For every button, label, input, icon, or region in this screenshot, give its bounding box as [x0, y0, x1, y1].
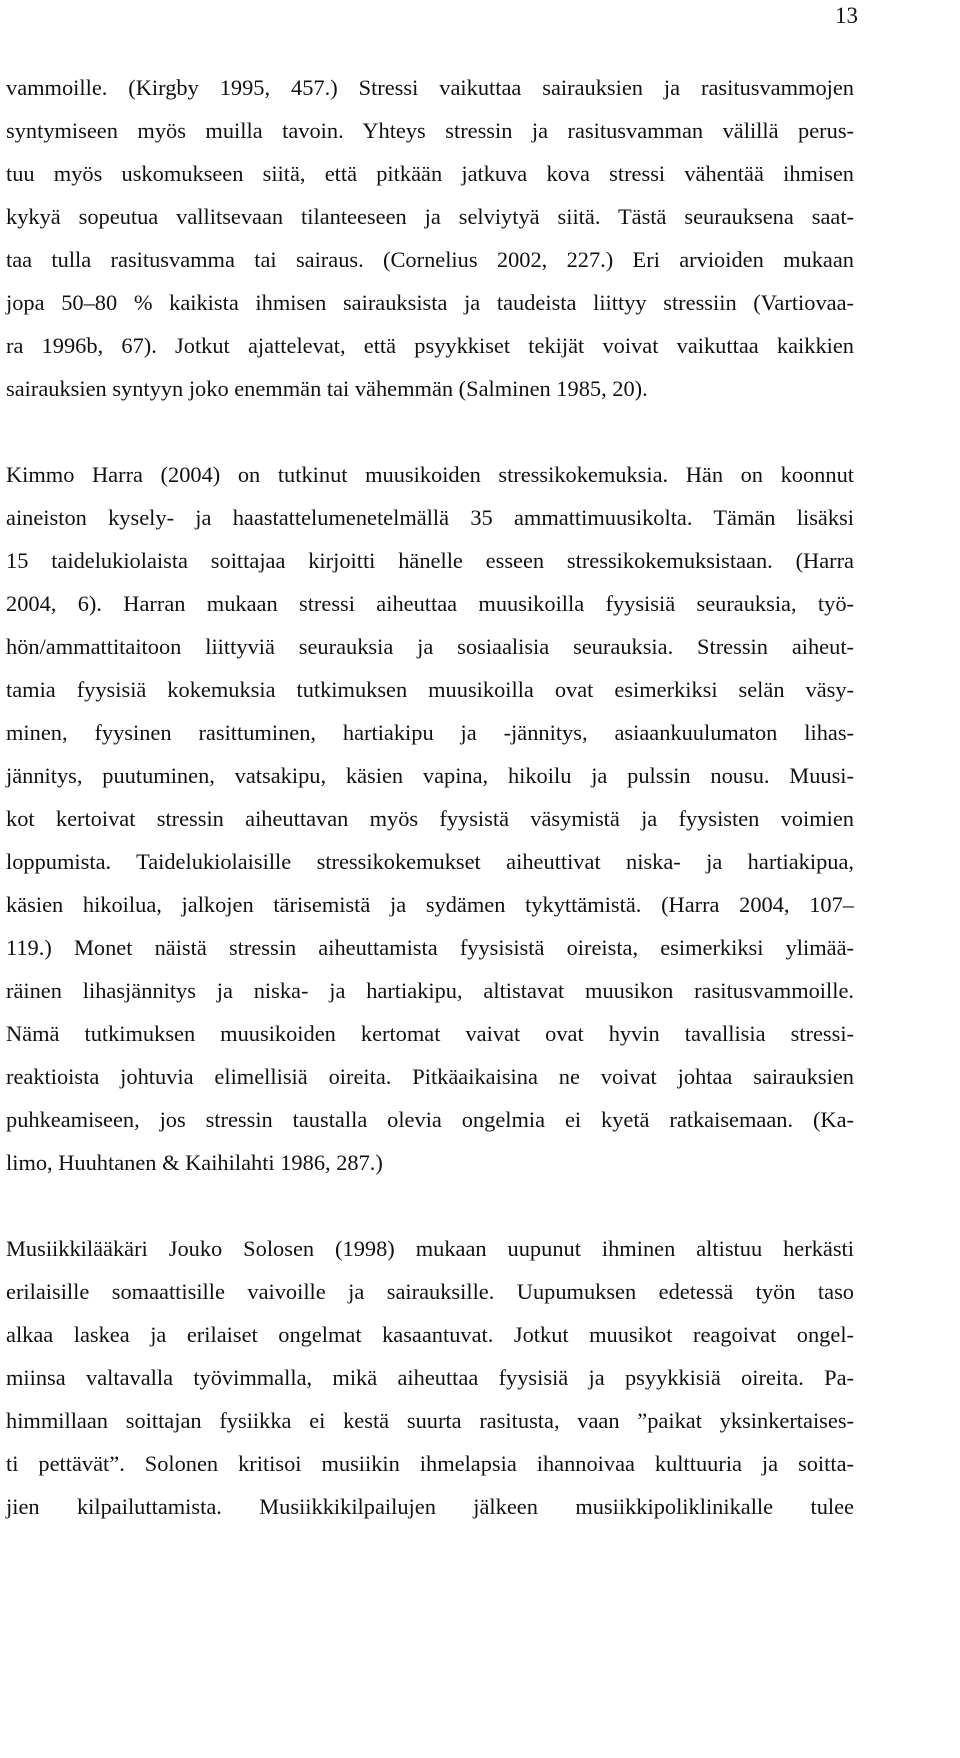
text-line: 15 taidelukiolaista soittajaa kirjoitti hänelle esseen stressikokemuksistaan. (Harra — [6, 548, 854, 573]
text-line: hön/ammattitaitoon liittyviä seurauksia ja sosiaalisia seurauksia. Stressin aiheut- — [6, 634, 854, 659]
paragraph-2 — [6, 453, 854, 1184]
paragraph-gap — [6, 1184, 854, 1227]
text-line: Nämä tutkimuksen muusikoiden kertomat vaivat ovat hyvin tavallisia stressi- — [6, 1021, 854, 1046]
paragraph-gap — [6, 410, 854, 453]
text-line: alkaa laskea ja erilaiset ongelmat kasaantuvat. Jotkut muusikot reagoivat ongel- — [6, 1322, 854, 1347]
text-line: jopa 50–80 % kaikista ihmisen sairauksista ja taudeista liittyy stressiin (Vartiovaa- — [6, 290, 854, 315]
paragraph-3 — [6, 1227, 854, 1528]
text-line: himmillaan soittajan fysiikka ei kestä suurta rasitusta, vaan ”paikat yksinkertaises- — [6, 1408, 854, 1433]
text-line: puhkeamiseen, jos stressin taustalla olevia ongelmia ei kyetä ratkaisemaan. (Ka- — [6, 1107, 854, 1132]
text-line: räinen lihasjännitys ja niska- ja hartiakipu, altistavat muusikon rasitusvammoille. — [6, 978, 854, 1003]
text-line: syntymiseen myös muilla tavoin. Yhteys stressin ja rasitusvamman välillä perus- — [6, 118, 854, 143]
page-number: 13 — [835, 3, 858, 28]
text-line: loppumista. Taidelukiolaisille stressikokemukset aiheuttivat niska- ja hartiakipua, — [6, 849, 854, 874]
text-line: jännitys, puutuminen, vatsakipu, käsien vapina, hikoilu ja pulssin nousu. Muusi- — [6, 763, 854, 788]
text-line: tuu myös uskomukseen siitä, että pitkään jatkuva kova stressi vähentää ihmisen — [6, 161, 854, 186]
paragraph-1 — [6, 66, 854, 410]
text-line: vammoille. (Kirgby 1995, 457.) Stressi vaikuttaa sairauksien ja rasitusvammojen — [6, 75, 854, 100]
text-line: sairauksien syntyyn joko enemmän tai vähemmän (Salminen 1985, 20). — [6, 376, 648, 401]
text-line: limo, Huuhtanen & Kaihilahti 1986, 287.) — [6, 1150, 383, 1175]
text-line: Kimmo Harra (2004) on tutkinut muusikoiden stressikokemuksia. Hän on koonnut — [6, 462, 854, 487]
text-line: minen, fyysinen rasittuminen, hartiakipu ja -jännitys, asiaankuulumaton lihas- — [6, 720, 854, 745]
text-line: käsien hikoilua, jalkojen tärisemistä ja sydämen tykyttämistä. (Harra 2004, 107– — [6, 892, 854, 917]
text-line: miinsa valtavalla työvimmalla, mikä aiheuttaa fyysisiä ja psyykkisiä oireita. Pa- — [6, 1365, 854, 1390]
text-line: reaktioista johtuvia elimellisiä oireita. Pitkäaikaisina ne voivat johtaa sairauksien — [6, 1064, 854, 1089]
text-line: erilaisille somaattisille vaivoille ja sairauksille. Uupumuksen edetessä työn taso — [6, 1279, 854, 1304]
text-line: 119.) Monet näistä stressin aiheuttamista fyysisistä oireista, esimerkiksi ylimää- — [6, 935, 854, 960]
text-line: aineiston kysely- ja haastattelumenetelmällä 35 ammattimuusikolta. Tämän lisäksi — [6, 505, 854, 530]
text-line: ti pettävät”. Solonen kritisoi musiikin ihmelapsia ihannoivaa kulttuuria ja soitta- — [6, 1451, 854, 1476]
text-line: taa tulla rasitusvamma tai sairaus. (Cornelius 2002, 227.) Eri arvioiden mukaan — [6, 247, 854, 272]
text-line: jien kilpailuttamista. Musiikkikilpailujen jälkeen musiikkipoliklinikalle tulee — [6, 1494, 854, 1519]
text-line: 2004, 6). Harran mukaan stressi aiheuttaa muusikoilla fyysisiä seurauksia, työ- — [6, 591, 854, 616]
text-line: tamia fyysisiä kokemuksia tutkimuksen muusikoilla ovat esimerkiksi selän väsy- — [6, 677, 854, 702]
text-line: kot kertoivat stressin aiheuttavan myös fyysistä väsymistä ja fyysisten voimien — [6, 806, 854, 831]
text-line: kykyä sopeutua vallitsevaan tilanteeseen ja selviytyä siitä. Tästä seurauksena saat- — [6, 204, 854, 229]
text-line: Musiikkilääkäri Jouko Solosen (1998) mukaan uupunut ihminen altistuu herkästi — [6, 1236, 854, 1261]
text-line: ra 1996b, 67). Jotkut ajattelevat, että psyykkiset tekijät voivat vaikuttaa kaikkien — [6, 333, 854, 358]
body-text — [6, 66, 854, 1528]
